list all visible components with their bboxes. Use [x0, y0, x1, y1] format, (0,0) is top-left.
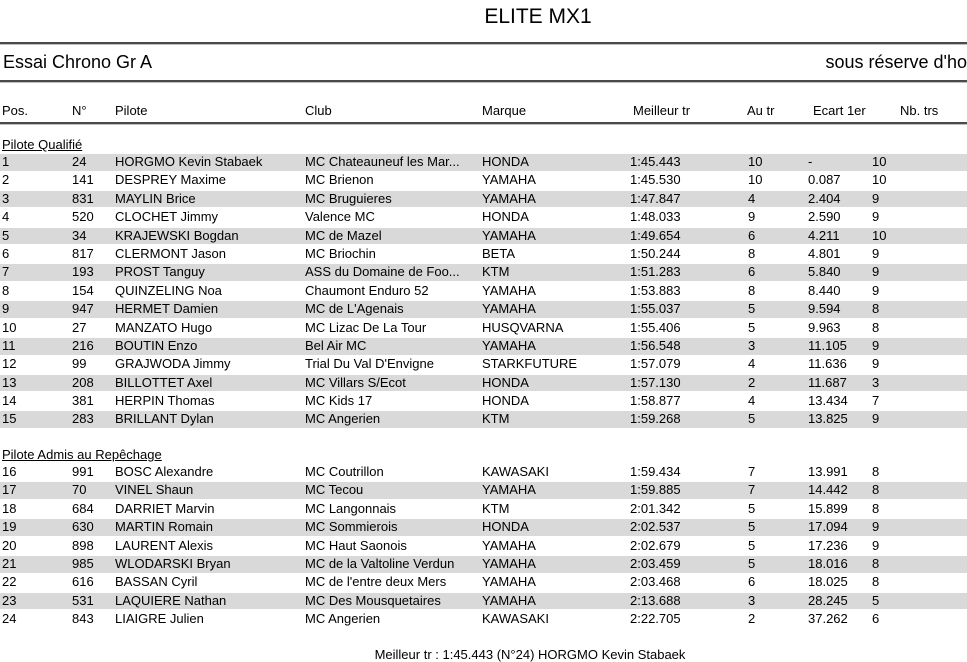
- column-header-ecart: Ecart 1er: [813, 103, 866, 118]
- horizontal-rule: [0, 122, 967, 124]
- cell-pos: 17: [2, 482, 17, 498]
- cell-nb: 9: [872, 282, 880, 298]
- cell-au: 2: [748, 374, 756, 390]
- cell-marque: YAMAHA: [482, 556, 536, 572]
- cell-meilleur: 1:55.037: [630, 301, 681, 317]
- cell-num: 283: [72, 411, 94, 427]
- cell-pos: 11: [2, 337, 16, 353]
- cell-club: MC Des Mousquetaires: [305, 592, 441, 608]
- cell-ecart: 17.094: [808, 519, 848, 535]
- cell-meilleur: 2:02.679: [630, 537, 681, 553]
- cell-marque: KTM: [482, 411, 510, 427]
- table-row: [0, 209, 967, 226]
- cell-au: 8: [748, 282, 756, 298]
- cell-marque: HUSQVARNA: [482, 319, 564, 335]
- cell-club: ASS du Domaine de Foo...: [305, 264, 460, 280]
- horizontal-rule: [0, 42, 967, 44]
- cell-meilleur: 1:59.885: [630, 482, 681, 498]
- cell-club: MC Briochin: [305, 245, 376, 261]
- cell-pilote: CLOCHET Jimmy: [115, 209, 219, 225]
- cell-ecart: 13.434: [808, 393, 848, 409]
- cell-au: 7: [748, 482, 756, 498]
- cell-au: 5: [748, 519, 756, 535]
- cell-pos: 3: [2, 190, 10, 206]
- cell-marque: KTM: [482, 264, 510, 280]
- cell-au: 7: [748, 464, 756, 480]
- table-row: [0, 338, 967, 355]
- cell-marque: KAWASAKI: [482, 464, 549, 480]
- table-row: [0, 301, 967, 318]
- cell-meilleur: 2:03.459: [630, 556, 681, 572]
- cell-pos: 20: [2, 537, 17, 553]
- cell-club: MC Chateauneuf les Mar...: [305, 154, 460, 169]
- cell-meilleur: 2:02.537: [630, 519, 681, 535]
- cell-au: 6: [748, 574, 756, 590]
- column-headers: [0, 103, 967, 121]
- cell-marque: HONDA: [482, 393, 529, 409]
- cell-pos: 7: [2, 264, 10, 280]
- cell-meilleur: 1:53.883: [630, 282, 681, 298]
- cell-meilleur: 1:59.434: [630, 464, 681, 480]
- cell-club: Trial Du Val D'Envigne: [305, 356, 434, 372]
- cell-meilleur: 1:58.877: [630, 393, 681, 409]
- cell-ecart: 2.404: [808, 190, 841, 206]
- cell-nb: 7: [872, 393, 880, 409]
- cell-num: 208: [72, 374, 94, 390]
- cell-club: MC de L'Agenais: [305, 301, 404, 317]
- cell-num: 141: [72, 172, 94, 188]
- cell-pos: 8: [2, 282, 10, 298]
- cell-pilote: BOSC Alexandre: [115, 464, 214, 480]
- column-header-pos: Pos.: [2, 103, 29, 118]
- page-title: ELITE MX1: [484, 5, 592, 28]
- cell-pilote: LAURENT Alexis: [115, 537, 214, 553]
- column-header-club: Club: [305, 103, 332, 118]
- cell-nb: 9: [872, 356, 880, 372]
- cell-num: 684: [72, 500, 94, 516]
- cell-meilleur: 1:48.033: [630, 209, 681, 225]
- cell-marque: HONDA: [482, 209, 529, 225]
- cell-pos: 6: [2, 245, 10, 261]
- cell-pilote: GRAJWODA Jimmy: [115, 356, 231, 372]
- cell-ecart: 14.442: [808, 482, 848, 498]
- horizontal-rule: [0, 80, 967, 82]
- cell-au: 3: [748, 337, 756, 353]
- cell-meilleur: 2:13.688: [630, 592, 681, 608]
- cell-au: 10: [748, 172, 763, 188]
- cell-pos: 13: [2, 374, 17, 390]
- table-row: [0, 375, 967, 392]
- cell-ecart: 13.825: [808, 411, 848, 427]
- cell-pilote: BRILLANT Dylan: [115, 411, 214, 427]
- cell-meilleur: 1:45.530: [630, 172, 681, 188]
- cell-ecart: 17.236: [808, 537, 848, 553]
- cell-nb: 8: [872, 482, 880, 498]
- cell-pos: 21: [2, 556, 17, 572]
- cell-club: MC Angerien: [305, 611, 381, 627]
- cell-pos: 22: [2, 574, 17, 590]
- cell-club: MC Brienon: [305, 172, 374, 188]
- cell-nb: 9: [872, 537, 880, 553]
- table-row: [0, 464, 967, 481]
- cell-pos: 15: [2, 411, 17, 427]
- cell-pilote: BOUTIN Enzo: [115, 337, 198, 353]
- cell-ecart: 4.801: [808, 245, 841, 261]
- cell-nb: 8: [872, 556, 880, 572]
- cell-num: 381: [72, 393, 94, 409]
- table-row: [0, 611, 967, 628]
- table-row: [0, 482, 967, 499]
- cell-pilote: LIAIGRE Julien: [115, 611, 204, 627]
- table-row: [0, 556, 967, 573]
- cell-marque: YAMAHA: [482, 337, 536, 353]
- cell-marque: YAMAHA: [482, 190, 536, 206]
- cell-ecart: 0.087: [808, 172, 841, 188]
- cell-club: Bel Air MC: [305, 337, 367, 353]
- cell-pilote: BASSAN Cyril: [115, 574, 198, 590]
- cell-num: 154: [72, 282, 94, 298]
- cell-ecart: -: [808, 154, 813, 169]
- cell-num: 616: [72, 574, 94, 590]
- cell-ecart: 13.991: [808, 464, 848, 480]
- cell-pos: 9: [2, 301, 10, 317]
- cell-meilleur: 1:47.847: [630, 190, 681, 206]
- cell-num: 843: [72, 611, 94, 627]
- cell-pilote: HERMET Damien: [115, 301, 219, 317]
- cell-nb: 8: [872, 319, 880, 335]
- cell-pos: 19: [2, 519, 17, 535]
- cell-nb: 9: [872, 264, 880, 280]
- cell-club: MC Angerien: [305, 411, 381, 427]
- cell-nb: 8: [872, 500, 880, 516]
- cell-au: 10: [748, 154, 763, 169]
- cell-ecart: 5.840: [808, 264, 841, 280]
- cell-num: 831: [72, 190, 94, 206]
- cell-pos: 10: [2, 319, 17, 335]
- cell-num: 24: [72, 154, 87, 169]
- cell-pos: 18: [2, 500, 17, 516]
- cell-au: 8: [748, 245, 756, 261]
- cell-pilote: DESPREY Maxime: [115, 172, 227, 188]
- cell-nb: 8: [872, 574, 880, 590]
- cell-ecart: 11.636: [808, 356, 847, 372]
- cell-pilote: HORGMO Kevin Stabaek: [115, 154, 263, 169]
- cell-marque: YAMAHA: [482, 301, 536, 317]
- cell-au: 9: [748, 209, 756, 225]
- cell-ecart: 11.687: [808, 374, 847, 390]
- cell-marque: YAMAHA: [482, 282, 536, 298]
- best-lap-footer: Meilleur tr : 1:45.443 (N°24) HORGMO Kevin Stabaek: [374, 647, 686, 662]
- cell-pilote: PROST Tanguy: [115, 264, 205, 280]
- cell-club: MC Tecou: [305, 482, 364, 498]
- cell-meilleur: 1:55.406: [630, 319, 681, 335]
- cell-club: Valence MC: [305, 209, 375, 225]
- cell-pos: 24: [2, 611, 17, 627]
- cell-num: 991: [72, 464, 94, 480]
- result-section: [0, 136, 967, 428]
- table-row: [0, 191, 967, 208]
- table-row: [0, 172, 967, 189]
- cell-meilleur: 1:50.244: [630, 245, 681, 261]
- cell-num: 985: [72, 556, 94, 572]
- table-row: [0, 501, 967, 518]
- cell-num: 531: [72, 592, 94, 608]
- cell-pilote: BILLOTTET Axel: [115, 374, 213, 390]
- cell-ecart: 8.440: [808, 282, 841, 298]
- cell-nb: 10: [872, 227, 887, 243]
- cell-marque: KTM: [482, 500, 510, 516]
- cell-meilleur: 2:03.468: [630, 574, 681, 590]
- cell-num: 70: [72, 482, 87, 498]
- cell-marque: HONDA: [482, 154, 529, 169]
- cell-au: 3: [748, 592, 756, 608]
- cell-marque: YAMAHA: [482, 592, 536, 608]
- cell-num: 520: [72, 209, 94, 225]
- cell-meilleur: 2:22.705: [630, 611, 681, 627]
- cell-nb: 9: [872, 411, 880, 427]
- cell-nb: 8: [872, 464, 880, 480]
- session-title: Essai Chrono Gr A: [3, 52, 153, 72]
- cell-club: MC Bruguieres: [305, 190, 392, 206]
- cell-ecart: 28.245: [808, 592, 848, 608]
- cell-nb: 6: [872, 611, 880, 627]
- cell-club: MC de Mazel: [305, 227, 382, 243]
- cell-au: 2: [748, 611, 756, 627]
- cell-pos: 4: [2, 209, 10, 225]
- cell-marque: YAMAHA: [482, 482, 536, 498]
- cell-au: 5: [748, 301, 756, 317]
- cell-meilleur: 1:56.548: [630, 337, 681, 353]
- table-row: [0, 264, 967, 281]
- cell-club: MC Lizac De La Tour: [305, 319, 427, 335]
- table-row: [0, 574, 967, 591]
- cell-au: 5: [748, 411, 756, 427]
- cell-num: 27: [72, 319, 87, 335]
- cell-pilote: DARRIET Marvin: [115, 500, 215, 516]
- cell-nb: 9: [872, 209, 880, 225]
- cell-pos: 5: [2, 227, 10, 243]
- cell-meilleur: 1:49.654: [630, 227, 681, 243]
- cell-ecart: 18.016: [808, 556, 848, 572]
- table-row: [0, 154, 967, 171]
- cell-num: 947: [72, 301, 94, 317]
- table-row: [0, 246, 967, 263]
- results-table: [0, 136, 967, 630]
- cell-num: 630: [72, 519, 94, 535]
- cell-meilleur: 2:01.342: [630, 500, 681, 516]
- cell-club: MC Langonnais: [305, 500, 397, 516]
- cell-nb: 5: [872, 592, 880, 608]
- column-header-num: N°: [72, 103, 87, 118]
- cell-au: 5: [748, 556, 756, 572]
- cell-pilote: MANZATO Hugo: [115, 319, 213, 335]
- cell-pos: 12: [2, 356, 17, 372]
- cell-pilote: CLERMONT Jason: [115, 245, 227, 261]
- cell-num: 216: [72, 337, 94, 353]
- cell-club: MC Coutrillon: [305, 464, 384, 480]
- column-header-nb-trs: Nb. trs: [900, 103, 939, 118]
- cell-nb: 3: [872, 374, 880, 390]
- cell-au: 4: [748, 190, 756, 206]
- column-header-pilote: Pilote: [115, 103, 148, 118]
- cell-nb: 9: [872, 519, 880, 535]
- cell-num: 99: [72, 356, 87, 372]
- table-row: [0, 411, 967, 428]
- cell-nb: 10: [872, 172, 887, 188]
- cell-pilote: LAQUIERE Nathan: [115, 592, 227, 608]
- cell-ecart: 4.211: [808, 227, 840, 243]
- cell-marque: HONDA: [482, 519, 529, 535]
- cell-marque: YAMAHA: [482, 172, 536, 188]
- cell-pilote: QUINZELING Noa: [115, 282, 222, 298]
- cell-pilote: WLODARSKI Bryan: [115, 556, 231, 572]
- table-row: [0, 320, 967, 337]
- cell-pos: 23: [2, 592, 17, 608]
- provisional-note: sous réserve d'ho: [825, 52, 967, 72]
- section-label: Pilote Admis au Repêchage: [2, 447, 162, 463]
- cell-nb: 9: [872, 337, 880, 353]
- cell-club: Chaumont Enduro 52: [305, 282, 429, 298]
- cell-pilote: KRAJEWSKI Bogdan: [115, 227, 239, 243]
- cell-meilleur: 1:57.130: [630, 374, 681, 390]
- cell-au: 4: [748, 356, 756, 372]
- cell-meilleur: 1:59.268: [630, 411, 681, 427]
- result-section: [0, 446, 967, 628]
- cell-meilleur: 1:57.079: [630, 356, 681, 372]
- table-row: [0, 538, 967, 555]
- cell-club: MC Haut Saonois: [305, 537, 407, 553]
- cell-club: MC Kids 17: [305, 393, 373, 409]
- cell-ecart: 15.899: [808, 500, 848, 516]
- column-header-marque: Marque: [482, 103, 527, 118]
- cell-marque: YAMAHA: [482, 574, 536, 590]
- cell-num: 193: [72, 264, 94, 280]
- cell-marque: YAMAHA: [482, 227, 536, 243]
- section-label: Pilote Qualifié: [2, 137, 83, 152]
- cell-ecart: 9.594: [808, 301, 841, 317]
- table-row: [0, 393, 967, 410]
- table-row: [0, 356, 967, 373]
- cell-pos: 1: [2, 154, 10, 169]
- cell-au: 5: [748, 537, 756, 553]
- cell-nb: 10: [872, 154, 887, 169]
- cell-marque: HONDA: [482, 374, 529, 390]
- column-header-meilleur: Meilleur tr: [633, 103, 691, 118]
- cell-ecart: 11.105: [808, 337, 847, 353]
- column-header-au-tr: Au tr: [747, 103, 775, 118]
- cell-marque: YAMAHA: [482, 537, 536, 553]
- cell-pilote: MAYLIN Brice: [115, 190, 196, 206]
- cell-pos: 2: [2, 172, 10, 188]
- cell-pilote: MARTIN Romain: [115, 519, 214, 535]
- cell-pos: 16: [2, 464, 17, 480]
- cell-num: 898: [72, 537, 94, 553]
- cell-num: 817: [72, 245, 94, 261]
- cell-club: MC de l'entre deux Mers: [305, 574, 447, 590]
- cell-pilote: VINEL Shaun: [115, 482, 194, 498]
- table-row: [0, 519, 967, 536]
- cell-marque: STARKFUTURE: [482, 356, 578, 372]
- table-row: [0, 593, 967, 610]
- cell-pilote: HERPIN Thomas: [115, 393, 215, 409]
- cell-ecart: 37.262: [808, 611, 848, 627]
- table-row: [0, 228, 967, 245]
- cell-au: 5: [748, 500, 756, 516]
- cell-marque: KAWASAKI: [482, 611, 549, 627]
- cell-nb: 9: [872, 190, 880, 206]
- cell-club: MC Sommierois: [305, 519, 398, 535]
- cell-nb: 8: [872, 301, 880, 317]
- cell-num: 34: [72, 227, 87, 243]
- cell-nb: 9: [872, 245, 880, 261]
- cell-marque: BETA: [482, 245, 515, 261]
- cell-meilleur: 1:51.283: [630, 264, 681, 280]
- cell-club: MC Villars S/Ecot: [305, 374, 406, 390]
- table-row: [0, 283, 967, 300]
- cell-au: 6: [748, 227, 756, 243]
- cell-club: MC de la Valtoline Verdun: [305, 556, 455, 572]
- cell-pos: 14: [2, 393, 17, 409]
- cell-ecart: 2.590: [808, 209, 841, 225]
- cell-ecart: 9.963: [808, 319, 841, 335]
- cell-meilleur: 1:45.443: [630, 154, 681, 169]
- cell-au: 4: [748, 393, 756, 409]
- cell-ecart: 18.025: [808, 574, 848, 590]
- cell-au: 6: [748, 264, 756, 280]
- cell-au: 5: [748, 319, 756, 335]
